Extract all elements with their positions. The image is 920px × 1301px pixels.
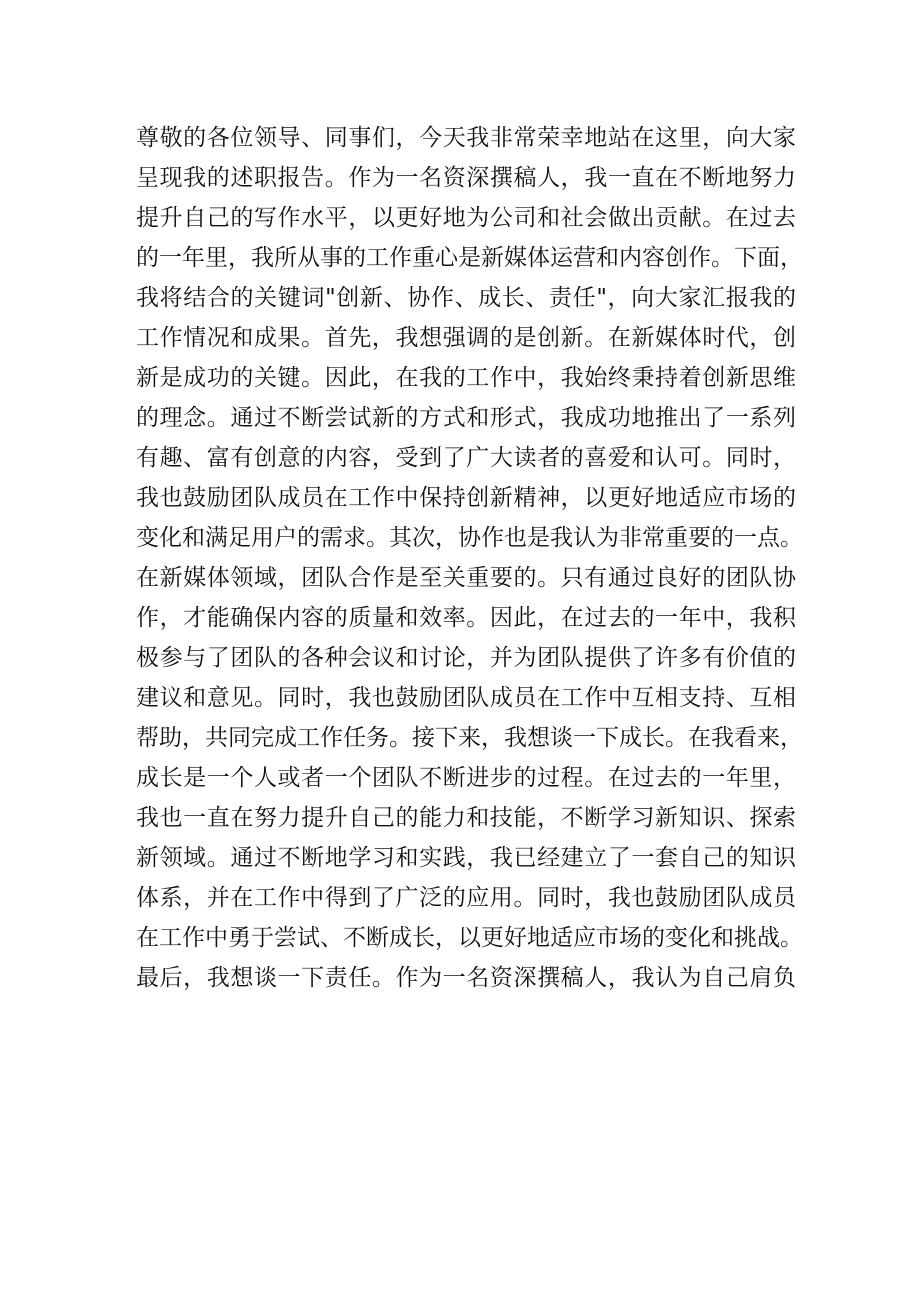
text-line: 变化和满足用户的需求。其次，协作也是我认为非常重要的一点。 (136, 525, 803, 551)
text-line: 建议和意见。同时，我也鼓励团队成员在工作中互相支持、互相 (136, 685, 796, 711)
text-line: 在新媒体领域，团队合作是至关重要的。只有通过良好的团队协 (136, 565, 796, 591)
text-line: 我将结合的关键词"创新、协作、成长、责任"，向大家汇报我的 (136, 285, 796, 311)
text-line: 工作情况和成果。首先，我想强调的是创新。在新媒体时代，创 (136, 325, 796, 351)
text-line: 的一年里，我所从事的工作重心是新媒体运营和内容创作。下面， (136, 245, 803, 271)
text-line: 呈现我的述职报告。作为一名资深撰稿人，我一直在不断地努力 (136, 165, 796, 191)
text-line: 我也一直在努力提升自己的能力和技能，不断学习新知识、探索 (136, 805, 796, 831)
text-line: 我也鼓励团队成员在工作中保持创新精神，以更好地适应市场的 (136, 485, 796, 511)
text-line: 最后，我想谈一下责任。作为一名资深撰稿人，我认为自己肩负 (136, 965, 796, 991)
text-line: 提升自己的写作水平，以更好地为公司和社会做出贡献。在过去 (136, 205, 796, 231)
text-line: 尊敬的各位领导、同事们，今天我非常荣幸地站在这里，向大家 (136, 125, 796, 151)
text-line: 的理念。通过不断尝试新的方式和形式，我成功地推出了一系列 (136, 405, 796, 431)
text-line: 体系，并在工作中得到了广泛的应用。同时，我也鼓励团队成员 (136, 885, 796, 911)
text-line: 作，才能确保内容的质量和效率。因此，在过去的一年中，我积 (136, 605, 796, 631)
text-line: 有趣、富有创意的内容，受到了广大读者的喜爱和认可。同时， (136, 445, 796, 471)
report-body-text (136, 118, 803, 998)
text-line: 成长是一个人或者一个团队不断进步的过程。在过去的一年里， (136, 765, 796, 791)
text-line: 帮助，共同完成工作任务。接下来，我想谈一下成长。在我看来， (136, 725, 803, 751)
text-line: 在工作中勇于尝试、不断成长，以更好地适应市场的变化和挑战。 (136, 925, 803, 951)
text-line: 新是成功的关键。因此，在我的工作中，我始终秉持着创新思维 (136, 365, 796, 391)
text-line: 极参与了团队的各种会议和讨论，并为团队提供了许多有价值的 (136, 645, 796, 671)
text-line: 新领域。通过不断地学习和实践，我已经建立了一套自己的知识 (136, 845, 796, 871)
